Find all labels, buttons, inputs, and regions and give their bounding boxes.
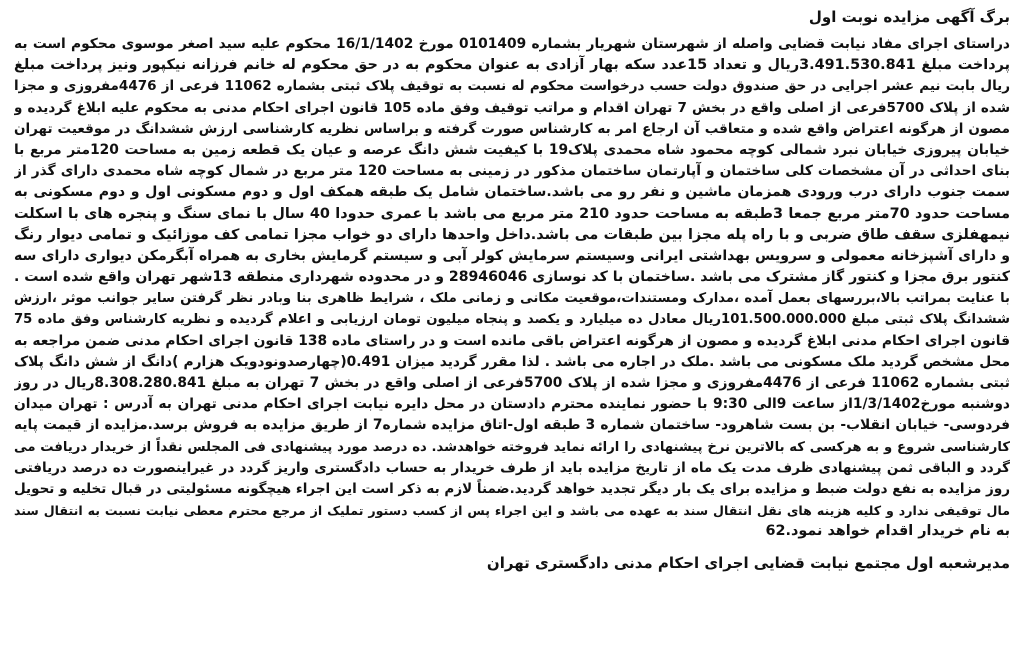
- notice-line: نیمهفلزی سقف طاق ضربی و با راه پله مجزا بین طبقات می باشد.داخل واحدها دارای دو خواب مجزا تمامی کف موزائیک و تمامی دیوار رنگ: [14, 226, 1010, 243]
- notice-line: قانون اجرای احکام مدنی ابلاغ گردیده و مصون از هرگونه اعتراض باقی مانده است و در راستای ماده 138 قانون اجرای احکام مدنی ضمن مراجعه به: [14, 332, 1010, 349]
- notice-line: ششدانگ پلاک ثبتی مبلغ 101.500.000.000ریال معادل ده میلیارد و یکصد و پنجاه میلیون تومان ارزیابی و اعلام گردیده و نظریه کارشناس وفق ماده 75: [14, 312, 1010, 328]
- notice-line: مال توقیفی ندارد و کلیه هزینه های نقل انتقال سند به عهده می باشد و این اجراء پس از کسب دستور تملیک از مرجع محترم معطی نیابت نسبت به انتقال سند: [14, 503, 1010, 519]
- notice-line: شده از پلاک 5700فرعی از اصلی واقع در بخش 7 تهران اقدام و مراتب توقیف وفق ماده 105 قانون اجرای احکام مدنی به محکوم علیه ابلاغ گردیده و: [14, 99, 1010, 116]
- notice-line: بنای احداثی در آن مشخصات کلی ساختمان و آپارتمان ساختمان مذکور در زمینی به مساحت 120 متر مربع در شمال کوچه شاه محمدی دارای گذر از: [14, 163, 1010, 180]
- notice-line: سمت جنوب دارای درب ورودی همزمان ماشین و نفر رو می باشد.ساختمان شامل یک طبقه همکف اول و دوم مسکونی اول و دوم مسکونی به: [14, 184, 1010, 201]
- notice-line: روز مزایده به نفع دولت ضبط و مزایده برای یک بار دیگر تجدید خواهد گردید.ضمناً لازم به ذکر است این اجراء هیچگونه مسئولیتی در قبال تخلیه و تحویل: [14, 480, 1010, 497]
- notice-body: [14, 34, 1010, 543]
- notice-line: محل مشخص گردید ملک مسکونی می باشد .ملک در اجاره می باشد . لذا مقرر گردید میزان 0.491(چهارصدونودویک هزارم )دانگ از شش دانگ پلاک: [14, 353, 1010, 370]
- notice-line: خیابان پیروزی خیابان نبرد شمالی کوچه محمود شاه محمدی پلاک19 با کیفیت شش دانگ عرصه و عیان یک قطعه زمین به مساحت 120متر مربع با: [14, 141, 1010, 158]
- notice-line: گردد و الباقی ثمن پیشنهادی ظرف مدت یک ماه از تاریخ مزایده باید از طرف خریدار به حساب دادگستری واریز گردد در غیراینصورت ده درصد دریافتی: [14, 459, 1010, 476]
- notice-page: [14, 6, 1010, 666]
- notice-line: پرداخت مبلغ 3.491.530.841ریال و تعداد 15عدد سکه بهار آزادی به عنوان محکوم به در حق محکوم له خانم فرزانه نیکپور ونیز پرداخت مبلغ: [14, 57, 1010, 74]
- notice-line: کنتور برق مجزا و کنتور گاز مشترک می باشد .ساختمان با کد نوسازی 28946046 و در محدوده شهرداری منطقه 13شهر تهران واقع شده است .: [14, 269, 1010, 286]
- notice-line: ریال بابت نیم عشر اجرایی در حق صندوق دولت حسب درخواست محکوم له نسبت به توقیف پلاک ثبتی بشماره 11062 فرعی از 4476مفروزی و مجزا: [14, 78, 1010, 95]
- notice-line: فردوسی- خیابان انقلاب- بن بست شاهرود- ساختمان شماره 3 طبقه اول-اتاق مزایده شماره7 از طریق مزایده به فروش برسد.مزایده از قیمت پایه: [14, 417, 1010, 434]
- notice-line: ثبتی بشماره 11062 فرعی از 4476مفروزی و مجزا شده از پلاک 5700فرعی از اصلی واقع در بخش 7 تهران به مبلغ 8.308.280.841ریال در روز: [14, 375, 1010, 391]
- notice-line: مصون از هرگونه اعتراض واقع شده و متعاقب آن ارجاع امر به کارشناس صورت گرفته و براساس نظریه کارشناسی ارزش ششدانگ در موقعیت تهران: [14, 120, 1010, 137]
- notice-line: مساحت حدود 70متر مربع جمعا 3طبقه به مساحت حدود 210 متر مربع می باشد با عمری حدودا 40 سال با نمای سنگ و پنجره های با اسکلت: [14, 205, 1010, 222]
- notice-line: دوشنبه مورخ1/3/1402از ساعت 9الی 9:30 با حضور نماینده محترم دادستان در محل دایره نیابت اجرای احکام مدنی تهران به آدرس : تهران میدان: [14, 396, 1010, 413]
- notice-title: برگ آگهی مزایده نوبت اول: [808, 8, 1010, 26]
- notice-line: دراستای اجرای مفاد نیابت قضایی واصله از شهرستان شهریار بشماره 0101409 مورخ 16/1/1402 محکوم علیه سید اصغر موسوی محکوم است به: [14, 36, 1010, 52]
- notice-line: کارشناسی شروع و به هرکسی که بالاترین نرخ پیشنهادی را ارائه نماید فروخته خواهدشد. ده درصد مورد پیشنهادی فی المجلس نقداً از خریدار دریافت می: [14, 439, 1010, 455]
- notice-line: و دارای آشپزخانه معمولی و سرویس بهداشتی ایرانی وسیستم سرمایش کولر آبی و سیستم گرمایش بخاری به همراه آبگرمکن دیواری دارای سه: [14, 247, 1010, 264]
- signature: مدیرشعبه اول مجتمع نیابت قضایی اجرای احکام مدنی دادگستری تهران: [486, 553, 1010, 572]
- notice-line: به نام خریدار اقدام خواهد نمود.62: [765, 523, 1010, 540]
- notice-line: با عنایت بمراتب بالا،بررسهای بعمل آمده ،مدارک ومستندات،موقعیت مکانی و زمانی ملک ، شرایط ظاهری بنا وبادر نظر گرفتن سایر جوانب موثر ،ارزش: [14, 291, 1010, 307]
